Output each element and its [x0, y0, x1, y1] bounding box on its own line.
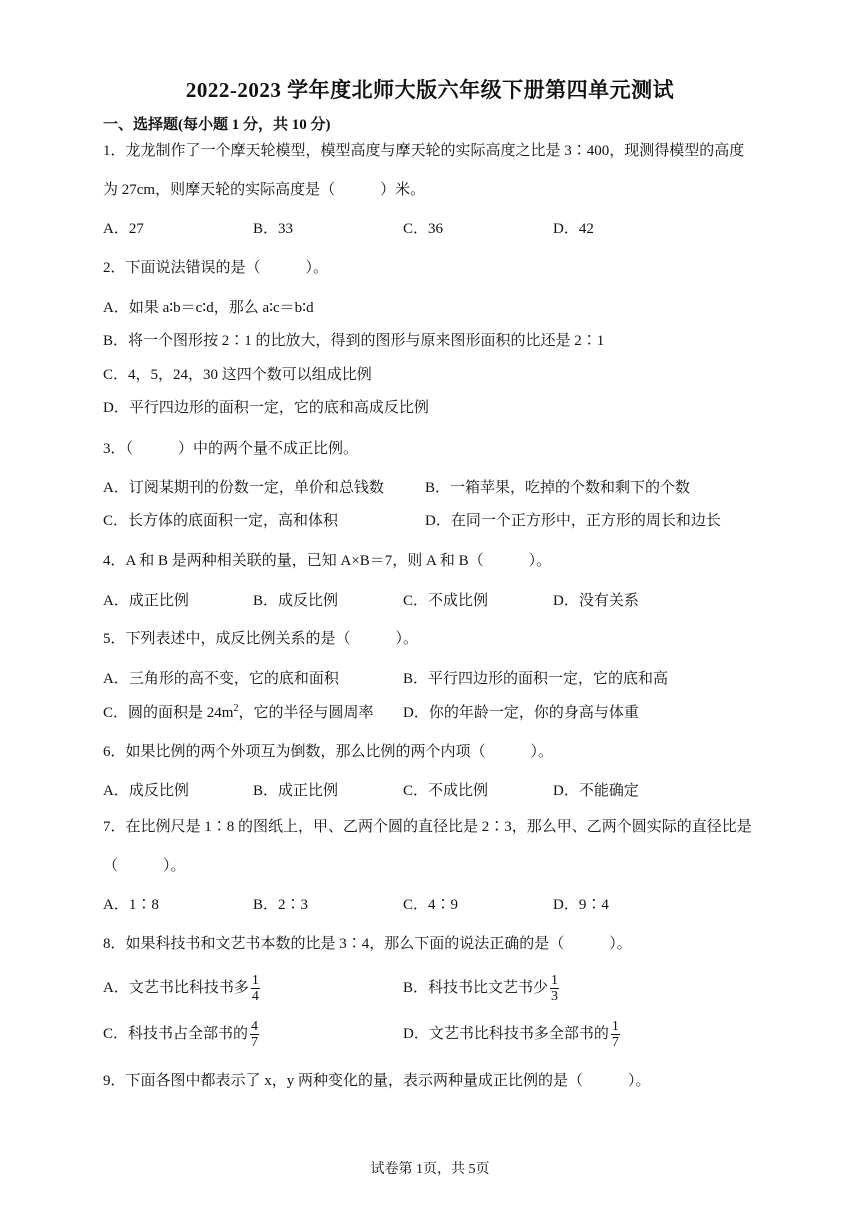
fraction [611, 1019, 620, 1050]
question-8-option-b [403, 973, 559, 1004]
fraction-denominator: 7 [611, 1035, 619, 1050]
question-4-option-c: C．不成比例 [403, 593, 489, 609]
fraction-numerator: 1 [551, 973, 559, 988]
question-5-option-d: D．你的年龄一定，你的身高与体重 [403, 705, 639, 721]
page-title: 2022-2023 学年度北师大版六年级下册第四单元测试 [185, 78, 675, 102]
question-8-option-d [403, 1019, 620, 1050]
fraction [251, 973, 260, 1004]
fraction-denominator: 4 [251, 989, 259, 1004]
question-3-option-a: A．订阅某期刊的份数一定，单价和总钱数 [103, 480, 384, 496]
question-6-option-d: D．不能确定 [553, 783, 639, 799]
fraction-denominator: 3 [551, 989, 559, 1004]
question-4-stem: 4．A 和 B 是两种相关联的量，已知 A×B＝7，则 A 和 B（ ）。 [103, 553, 552, 569]
question-1-option-a: A．27 [103, 221, 144, 237]
question-9-stem: 9．下面各图中都表示了 x，y 两种变化的量，表示两种量成正比例的是（ ）。 [103, 1073, 651, 1089]
question-5-option-c-post: ，它的半径与圆周率 [238, 705, 374, 721]
question-3-option-b: B．一箱苹果，吃掉的个数和剩下的个数 [425, 480, 691, 496]
fraction-denominator: 7 [251, 1035, 259, 1050]
fraction-numerator: 1 [611, 1019, 619, 1034]
question-1-option-b: B．33 [253, 221, 294, 237]
section-heading: 一、选择题(每小题 1 分，共 10 分) [103, 117, 331, 133]
question-8-option-d-text: D．文艺书比科技书多全部书的 [403, 1025, 609, 1042]
question-4-option-a: A．成正比例 [103, 593, 189, 609]
question-3-option-c: C．长方体的底面积一定，高和体积 [103, 513, 339, 529]
question-2-option-b: B．将一个图形按 2∶1 的比放大，得到的图形与原来图形面积的比还是 2∶1 [103, 333, 605, 349]
question-3-stem: 3．（ ）中的两个量不成正比例。 [103, 441, 359, 457]
question-5-stem: 5．下列表述中，成反比例关系的是（ ）。 [103, 631, 419, 647]
fraction [550, 973, 559, 1004]
question-1-stem-line1: 1．龙龙制作了一个摩天轮模型，模型高度与摩天轮的实际高度之比是 3∶400，现测得模型的高度 [103, 143, 745, 159]
question-7-stem-line2: （ ）。 [103, 858, 186, 874]
question-7-option-c: C．4∶9 [403, 897, 459, 913]
fraction-numerator: 4 [251, 1019, 259, 1034]
question-7-option-d: D．9∶4 [553, 897, 609, 913]
question-2-option-c: C．4，5，24，30 这四个数可以组成比例 [103, 367, 372, 383]
question-7-option-b: B．2∶3 [253, 897, 309, 913]
question-7-option-a: A．1∶8 [103, 897, 159, 913]
question-5-option-c-sup: 2 [233, 703, 239, 714]
question-8-stem: 8．如果科技书和文艺书本数的比是 3∶4，那么下面的说法正确的是（ ）。 [103, 936, 632, 952]
question-6-option-a: A．成反比例 [103, 783, 189, 799]
page-footer: 试卷第 1页，共 5页 [370, 1162, 490, 1177]
question-2-stem: 2．下面说法错误的是（ ）。 [103, 260, 329, 276]
question-5-option-b: B．平行四边形的面积一定，它的底和高 [403, 671, 669, 687]
question-2-option-d: D．平行四边形的面积一定，它的底和高成反比例 [103, 400, 429, 416]
question-1-option-d: D．42 [553, 221, 594, 237]
question-3-option-d: D．在同一个正方形中，正方形的周长和边长 [425, 513, 721, 529]
question-2-option-a: A．如果 a∶b＝c∶d，那么 a∶c＝b∶d [103, 300, 314, 316]
question-4-option-b: B．成反比例 [253, 593, 339, 609]
question-8-option-c [103, 1019, 259, 1050]
question-8-option-a [103, 973, 260, 1004]
question-5-option-c-pre: C．圆的面积是 24m [103, 705, 234, 721]
question-6-option-b: B．成正比例 [253, 783, 339, 799]
question-8-option-a-text: A．文艺书比科技书多 [103, 979, 249, 996]
question-6-option-c: C．不成比例 [403, 783, 489, 799]
question-1-option-c: C．36 [403, 221, 444, 237]
question-8-option-c-text: C．科技书占全部书的 [103, 1025, 249, 1042]
fraction [250, 1019, 259, 1050]
question-1-stem-line2: 为 27cm，则摩天轮的实际高度是（ ）米。 [103, 182, 426, 198]
question-4-option-d: D．没有关系 [553, 593, 639, 609]
question-5-option-c [103, 703, 373, 723]
fraction-numerator: 1 [251, 973, 259, 988]
question-5-option-a: A．三角形的高不变，它的底和面积 [103, 671, 339, 687]
question-6-stem: 6．如果比例的两个外项互为倒数，那么比例的两个内项（ ）。 [103, 744, 554, 760]
question-8-option-b-text: B．科技书比文艺书少 [403, 979, 549, 996]
question-7-stem-line1: 7．在比例尺是 1∶8 的图纸上，甲、乙两个圆的直径比是 2∶3，那么甲、乙两个圆实际的直径比是 [103, 819, 752, 835]
